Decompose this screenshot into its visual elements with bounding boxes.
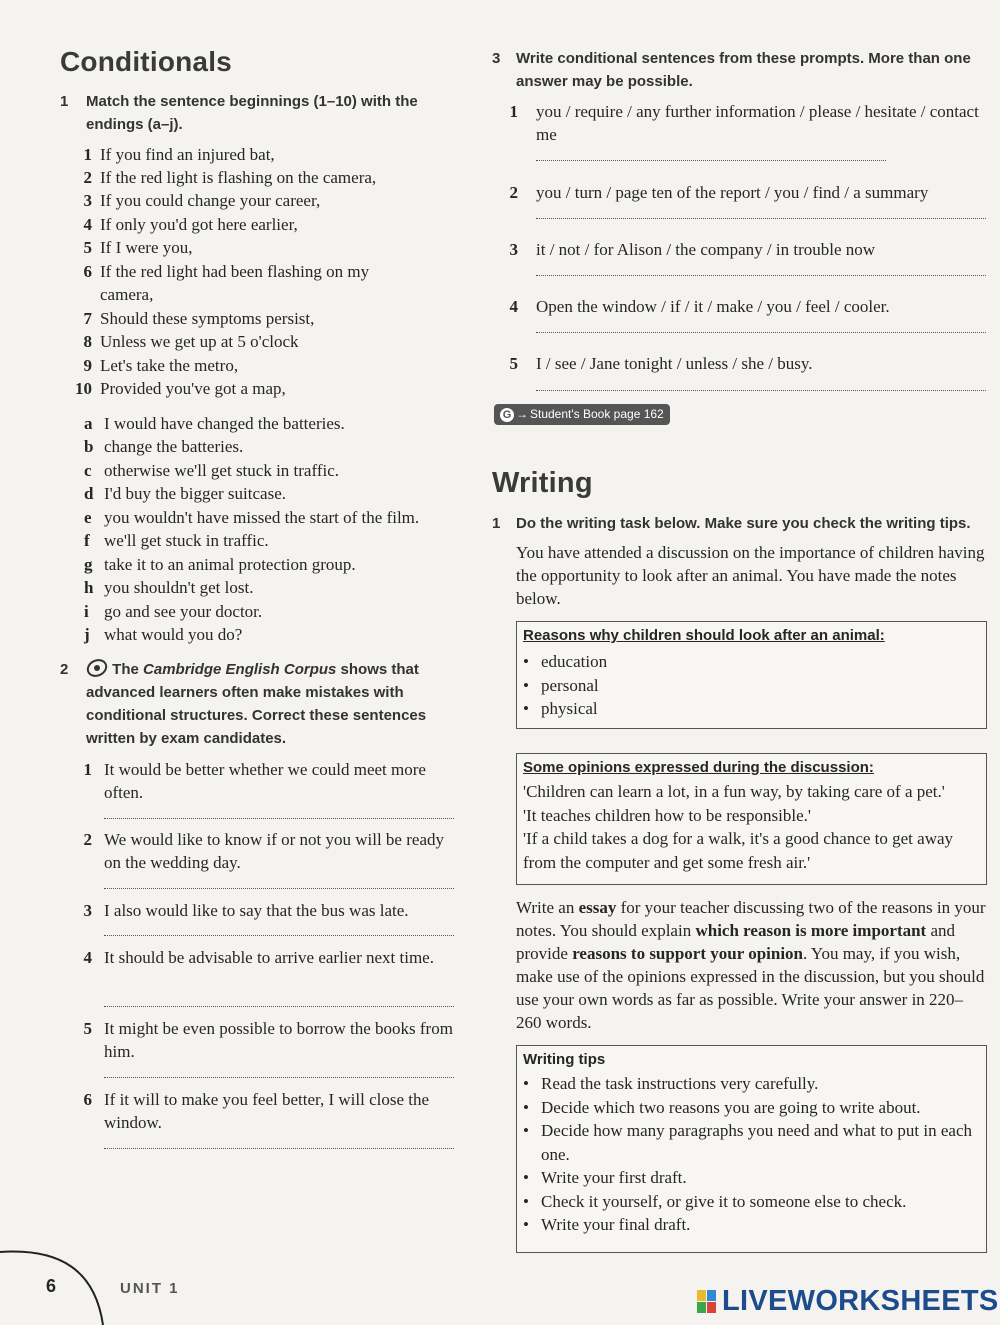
opinion-quote: 'Children can learn a lot, in a fun way, by taking care of a pet.': [523, 782, 945, 801]
answer-line[interactable]: [104, 1148, 454, 1149]
liveworksheets-logo-icon: [697, 1290, 717, 1314]
answer-line[interactable]: [536, 218, 986, 219]
tip-item: • Write your first draft.: [521, 1166, 980, 1190]
opinions-heading: Some opinions expressed during the discussion:: [523, 759, 874, 776]
badge-label: Student's Book page 162: [530, 407, 664, 421]
reason-item: • education: [521, 650, 986, 674]
reasons-heading: Reasons why children should look after an animal:: [523, 627, 885, 644]
answer-line[interactable]: [104, 1006, 454, 1007]
question-2-heading: 2 The Cambridge English Corpus shows that advanced learners often make mistakes with conditional structures. Correct these sentences written by exam candidates.: [60, 658, 460, 750]
tip-item: • Read the task instructions very carefully.: [521, 1072, 980, 1096]
question-1-instruction: Match the sentence beginnings (1–10) with the endings (a–j).: [86, 93, 418, 133]
answer-line[interactable]: [536, 390, 986, 391]
tip-item: • Decide which two reasons you are going to write about.: [521, 1096, 980, 1120]
section-title-writing: Writing: [492, 467, 593, 499]
grammar-icon: G: [500, 408, 514, 422]
writing-intro: You have attended a discussion on the importance of children having the opportunity to look after an animal. You have made the notes below.: [516, 543, 985, 608]
answer-line[interactable]: [104, 818, 454, 819]
writing-instruction: Do the writing task below. Make sure you check the writing tips.: [516, 515, 971, 532]
answer-line[interactable]: [536, 275, 986, 276]
reasons-list: [521, 650, 986, 721]
answer-line[interactable]: [536, 332, 986, 333]
answer-line[interactable]: [104, 888, 454, 889]
question-3-instruction: Write conditional sentences from these prompts. More than one answer may be possible.: [516, 50, 971, 90]
liveworksheets-brand[interactable]: LIVEWORKSHEETS: [722, 1285, 999, 1317]
opinion-quote: 'It teaches children how to be responsible.': [523, 805, 811, 825]
tip-item: • Decide how many paragraphs you need and what to put in each one.: [521, 1119, 980, 1166]
students-book-link[interactable]: [494, 404, 670, 425]
reason-item: • physical: [521, 697, 986, 721]
opinions-box: [516, 753, 987, 885]
answer-line[interactable]: [536, 160, 886, 161]
tip-item: • Write your final draft.: [521, 1213, 980, 1237]
answer-line[interactable]: [104, 1077, 454, 1078]
answer-line[interactable]: [104, 935, 454, 936]
question-1-heading: 1 Match the sentence beginnings (1–10) with the endings (a–j).: [60, 90, 460, 136]
writing-tips-box: [516, 1045, 987, 1253]
corpus-icon: [86, 659, 108, 677]
question-3-heading: 3 Write conditional sentences from these prompts. More than one answer may be possible.: [492, 47, 988, 93]
unit-label: UNIT 1: [120, 1280, 180, 1297]
section-title-conditionals: Conditionals: [60, 46, 232, 77]
corpus-name: Cambridge English Corpus: [143, 661, 337, 678]
reason-item: • personal: [521, 674, 986, 698]
page-number: 6: [46, 1276, 57, 1296]
opinions-quotes: [523, 780, 980, 874]
writing-task: Write an essay for your teacher discussing two of the reasons in your notes. You should explain which reason is more important and provide reasons to support your opinion. You may, if you wish, make use of the opinions expressed in the discussion, but you should use your own words as far as possible. Write your answer in 220–260 words.: [516, 898, 986, 1032]
tip-item: • Check it yourself, or give it to someone else to check.: [521, 1190, 980, 1214]
writing-question-heading: 1 Do the writing task below. Make sure you check the writing tips.: [492, 512, 988, 535]
opinion-quote: 'If a child takes a dog for a walk, it's a good chance to get away from the computer and get some fresh air.': [523, 829, 954, 872]
writing-tips-list: [521, 1072, 980, 1237]
writing-tips-heading: Writing tips: [523, 1051, 606, 1068]
arrow-icon: →: [516, 407, 528, 421]
reasons-box: [516, 621, 987, 729]
